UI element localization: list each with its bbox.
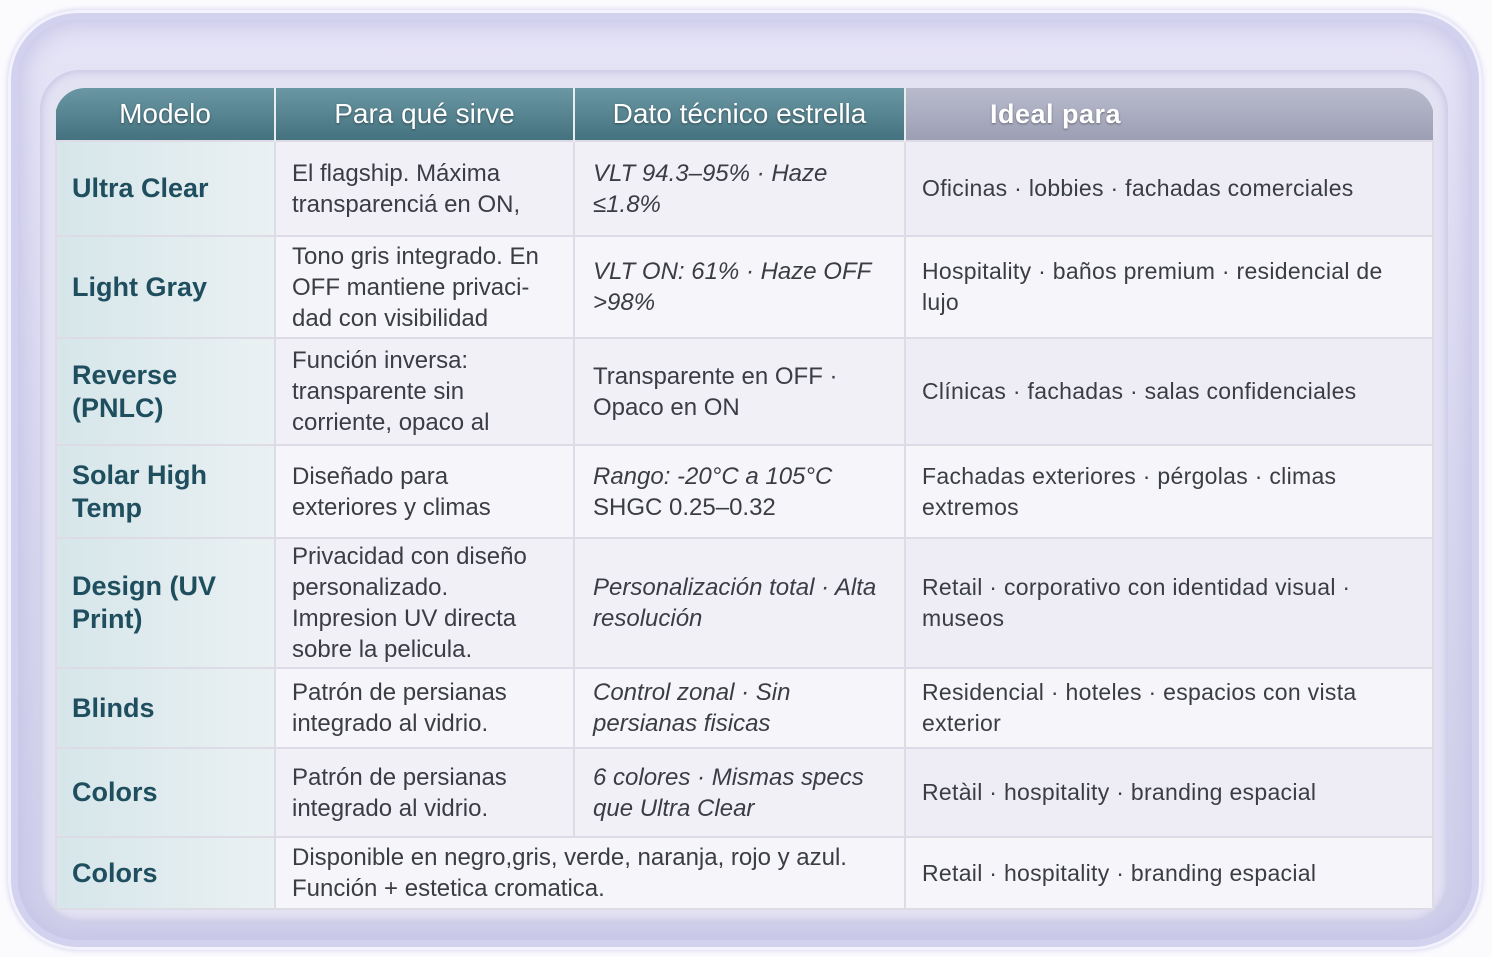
table-row (56, 668, 1433, 748)
ideal-for-cell: Hospitality · baños premium · residencial de lujo (905, 236, 1433, 338)
tech-data-text: Rango: -20°C a 105°C (593, 462, 833, 490)
ideal-for-cell: Clínicas · fachadas · salas confidenciales (905, 338, 1433, 445)
tech-data-text: VLT ON: 61% · Haze OFF >98% (593, 258, 871, 316)
tech-data-cell (574, 668, 905, 748)
header-ideal-para: Ideal para (905, 88, 1433, 141)
header-modelo: Modelo (56, 88, 275, 141)
purpose-cell: Tono gris integrado. En OFF mantiene privaci-dad con visibilidad (275, 236, 574, 338)
purpose-cell: Patrón de persianas integrado al vidrio. (275, 748, 574, 837)
model-name-cell: Light Gray (56, 236, 275, 338)
ideal-for-cell: Retail · hospitality · branding espacial (905, 837, 1433, 909)
tech-data-cell (574, 445, 905, 538)
purpose-cell: Función inversa: transparente sin corriente, opaco al (275, 338, 574, 445)
table-row (56, 445, 1433, 538)
tech-data-cell (574, 538, 905, 668)
model-name-cell: Reverse (PNLC) (56, 338, 275, 445)
product-comparison-table (55, 88, 1434, 910)
purpose-cell: El flagship. Máxima transparenciá en ON, (275, 141, 574, 236)
tech-data-text: 6 colores · Mismas specs que Ultra Clear (593, 763, 864, 822)
purpose-cell: Diseñado para exteriores y climas (275, 445, 574, 538)
tech-data-text: VLT 94.3–95% · Haze ≤1.8% (593, 159, 828, 218)
tech-data-cell (574, 141, 905, 236)
tech-data-text: SHGC 0.25–0.32 (593, 493, 776, 521)
model-name-cell: Colors (56, 748, 275, 837)
table-row (56, 748, 1433, 837)
table-row (56, 837, 1433, 909)
header-dato-tecnico: Dato técnico estrella (574, 88, 905, 141)
tech-data-cell (574, 748, 905, 837)
table-row (56, 338, 1433, 445)
model-name-cell: Solar High Temp (56, 445, 275, 538)
tech-data-cell (574, 338, 905, 445)
tech-data-text: Transparente en OFF · Opaco en ON (593, 362, 838, 421)
table-row (56, 236, 1433, 338)
model-name-cell: Blinds (56, 668, 275, 748)
model-name-cell: Design (UV Print) (56, 538, 275, 668)
ideal-for-cell: Fachadas exteriores · pérgolas · climas extremos (905, 445, 1433, 538)
ideal-for-cell: Oficinas · lobbies · fachadas comerciales (905, 141, 1433, 236)
purpose-cell: Disponible en negro,gris, verde, naranja, rojo y azul. Función + estetica cromatica. (275, 837, 905, 909)
tech-data-text: Control zonal · Sin persianas fisicas (593, 679, 791, 737)
model-name-cell: Ultra Clear (56, 141, 275, 236)
ideal-for-cell: Retàil · hospitality · branding espacial (905, 748, 1433, 837)
model-name-cell: Colors (56, 837, 275, 909)
table-row (56, 141, 1433, 236)
table-row (56, 538, 1433, 668)
purpose-cell: Patrón de persianas integrado al vidrio. (275, 668, 574, 748)
purpose-cell: Privacidad con diseño personalizado. Impresion UV directa sobre la pelicula. (275, 538, 574, 668)
ideal-for-cell: Retail · corporativo con identidad visual · museos (905, 538, 1433, 668)
tech-data-cell (574, 236, 905, 338)
header-para-que-sirve: Para qué sirve (275, 88, 574, 141)
tech-data-text: Personalización total · Alta resolución (593, 574, 877, 632)
ideal-for-cell: Residencial · hoteles · espacios con vista exterior (905, 668, 1433, 748)
table-header-row (56, 88, 1433, 141)
